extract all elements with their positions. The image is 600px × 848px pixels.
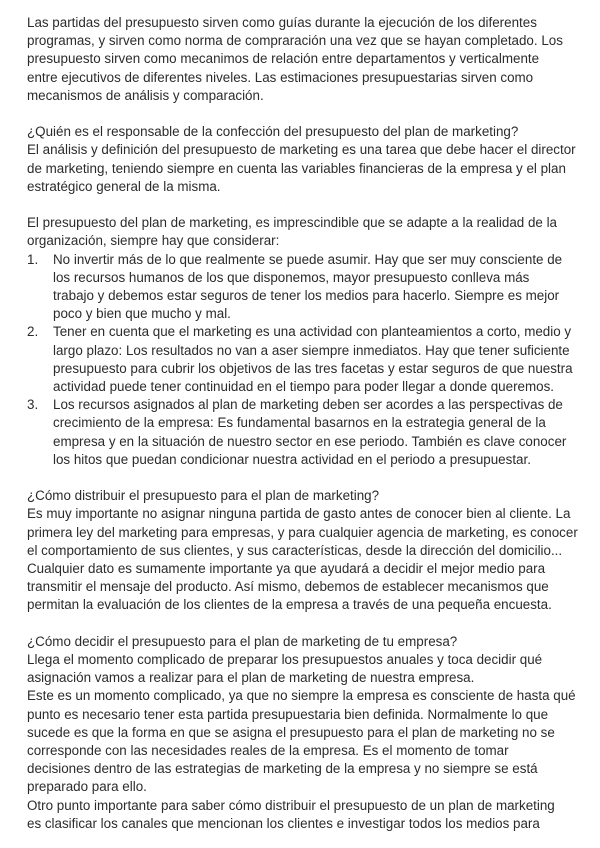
text-line: largo plazo: Los resultados no van a aser siempre inmediatos. Hay que tener suficiente	[53, 342, 570, 358]
list-item	[27, 396, 573, 469]
list-number: 3.	[27, 397, 39, 413]
section-decide	[27, 633, 576, 833]
text-line: transmitir el mensaje del producto. Así mismo, debemos de establecer mecanismos que	[27, 579, 549, 595]
text-line: es clasificar los canales que mencionan los clientes e investigar todos los medios para	[27, 815, 540, 831]
paragraph-gap	[27, 105, 573, 123]
list-item	[27, 323, 573, 396]
text-line: poco y bien que mucho y mal.	[53, 306, 231, 322]
text-line: organización, siempre hay que considerar:	[27, 233, 280, 249]
text-line: presupuesto sirven como mecanimos de relación entre departamentos y verticalmente	[27, 51, 540, 67]
text-line: asignación vamos a realizar para el plan de marketing de nuestra empresa.	[27, 670, 475, 686]
section-considerations	[27, 214, 573, 469]
text-line: Llega el momento complicado de preparar los presupuestos anuales y toca decidir qué	[27, 652, 543, 668]
text-line: presupuesto para cubrir los objetivos de las tres facetas y estar seguros de que nuestra	[53, 360, 573, 376]
text-line: de marketing, teniendo siempre en cuenta las variables financieras de la empresa y el plan	[27, 160, 566, 176]
text-line: primera ley del marketing para empresas, y para cualquier agencia de marketing, es conocer	[27, 524, 578, 540]
text-line: sucede es que la forma en que se asigna el presupuesto para el plan de marketing no se	[27, 724, 555, 740]
text-line: punto es necesario tener esta partida presupuestaria bien definida. Normalmente lo que	[27, 706, 549, 722]
paragraph-gap	[27, 615, 573, 633]
text-line: el comportamiento de sus clientes, y sus características, desde la dirección del domicilio...	[27, 542, 563, 558]
section-heading: ¿Cómo decidir el presupuesto para el plan de marketing de tu empresa?	[27, 633, 458, 649]
considerations-list	[27, 251, 573, 469]
text-line: mecanismos de análisis y comparación.	[27, 87, 264, 103]
document-page	[27, 14, 578, 833]
text-line: los recursos humanos de los que disponemos, mayor presupuesto conlleva más	[53, 269, 530, 285]
text-line: crecimiento de la empresa: Es fundamental basarnos en la estrategia general de la	[53, 415, 546, 431]
text-line: entre ejecutivos de diferentes niveles. Las estimaciones presupuestarias sirven como	[27, 69, 534, 85]
section-heading: ¿Cómo distribuir el presupuesto para el plan de marketing?	[27, 488, 380, 504]
text-line: Este es un momento complicado, ya que no siempre la empresa es consciente de hasta qué	[27, 688, 576, 704]
text-line: Las partidas del presupuesto sirven como guías durante la ejecución de los diferentes	[27, 15, 537, 30]
text-line: los hitos que puedan condicionar nuestra actividad en el periodo a presupuestar.	[53, 451, 531, 467]
text-line: Es muy importante no asignar ninguna partida de gasto antes de conocer bien al cliente. La	[27, 506, 571, 522]
paragraph-gap	[27, 196, 573, 214]
section-responsible	[27, 123, 576, 196]
list-item	[27, 251, 573, 324]
text-line: Los recursos asignados al plan de marketing deben ser acordes a las perspectivas de	[53, 397, 563, 413]
text-line: Tener en cuenta que el marketing es una actividad con planteamientos a corto, medio y	[53, 324, 572, 340]
list-number: 2.	[27, 324, 39, 340]
text-line: preparado para ello.	[27, 779, 147, 795]
section-heading: ¿Quién es el responsable de la confección del presupuesto del plan de marketing?	[27, 124, 519, 140]
section-distribute	[27, 487, 578, 614]
paragraph-gap	[27, 469, 573, 487]
text-line: actividad puede tener continuidad en el tiempo para poder llegar a donde queremos.	[53, 379, 555, 395]
intro-paragraph	[27, 14, 573, 105]
text-line: corresponde con las necesidades reales de la empresa. Es el momento de tomar	[27, 743, 509, 759]
list-number: 1.	[27, 251, 39, 267]
text-line: empresa y en la situación de nuestro sector en ese periodo. También es clave conocer	[53, 433, 567, 449]
text-line: Otro punto importante para saber cómo distribuir el presupuesto de un plan de marketing	[27, 797, 555, 813]
text-line: No invertir más de lo que realmente se puede asumir. Hay que ser muy consciente de	[53, 251, 563, 267]
text-line: El análisis y definición del presupuesto de marketing es una tarea que debe hacer el director	[27, 142, 576, 158]
text-line: estratégico general de la misma.	[27, 178, 221, 194]
text-line: decisiones dentro de las estrategias de marketing de la empresa y no siempre se está	[27, 761, 538, 777]
text-line: El presupuesto del plan de marketing, es imprescindible que se adapte a la realidad de la	[27, 215, 558, 231]
text-line: permitan la evaluación de los clientes de la empresa a través de una pequeña encuesta.	[27, 597, 552, 613]
text-line: programas, y sirven como norma de compraración una vez que se hayan completado. Los	[27, 33, 563, 49]
text-line: Cualquier dato es sumamente importante ya que ayudará a decidir el mejor medio para	[27, 561, 546, 577]
text-line: trabajo y debemos estar seguros de tener los medios para hacerlo. Siempre es mejor	[53, 288, 560, 304]
